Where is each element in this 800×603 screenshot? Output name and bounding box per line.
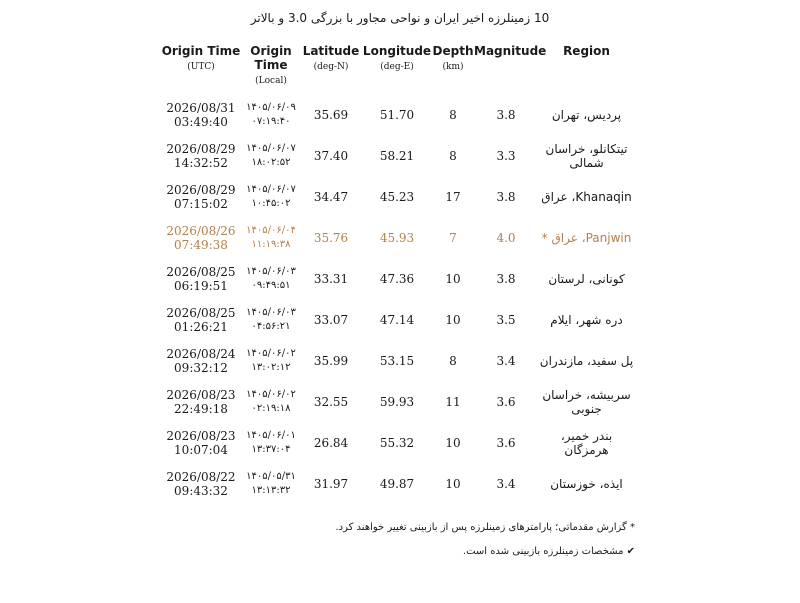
cell-latitude: 35.99 xyxy=(313,353,349,368)
cell-origin-time-utc xyxy=(160,463,242,504)
utc-time: 22:49:18 xyxy=(174,401,228,416)
utc-time: 03:49:40 xyxy=(174,114,228,129)
cell-origin-time-utc xyxy=(160,381,242,422)
cell-origin-time-utc xyxy=(160,176,242,217)
header-origin-time-utc: Origin Time (UTC) xyxy=(161,44,241,72)
cell-longitude: 47.36 xyxy=(379,271,415,286)
cell-magnitude: 3.6 xyxy=(496,394,516,409)
header-origin-time-local: Origin Time (Local) xyxy=(250,44,292,86)
cell-origin-time-local xyxy=(242,94,300,135)
cell-magnitude: 3.6 xyxy=(496,435,516,450)
header-longitude: Longitude (deg-E) xyxy=(362,44,432,72)
cell-depth: 11 xyxy=(445,394,461,409)
utc-time: 10:07:04 xyxy=(174,442,228,457)
utc-date: 2026/08/26 xyxy=(166,223,236,238)
cell-depth: 10 xyxy=(445,312,461,327)
cell-magnitude: 4.0 xyxy=(496,230,516,245)
cell-region: تیتکانلو، خراسان شمالی xyxy=(545,141,628,170)
cell-latitude: 34.47 xyxy=(313,189,349,204)
header-magnitude: Magnitude xyxy=(474,44,547,58)
table-row xyxy=(160,258,635,299)
local-date: ۱۴۰۵/۰۶/۰۲ xyxy=(246,388,296,400)
cell-latitude: 32.55 xyxy=(313,394,349,409)
cell-origin-time-local xyxy=(242,299,300,340)
cell-region: سربیشه، خراسان جنوبی xyxy=(542,387,631,416)
header-latitude: Latitude (deg-N) xyxy=(302,44,360,72)
utc-date: 2026/08/23 xyxy=(166,428,236,443)
table-row xyxy=(160,135,635,176)
cell-magnitude: 3.3 xyxy=(496,148,516,163)
cell-longitude: 49.87 xyxy=(379,476,415,491)
table-row xyxy=(160,217,635,258)
cell-region: پردیس، تهران xyxy=(551,107,622,122)
reviewed-note: ✔ مشخصات زمینلرزه بازبینی شده است. xyxy=(462,546,635,557)
cell-latitude: 33.31 xyxy=(313,271,349,286)
cell-origin-time-local xyxy=(242,176,300,217)
local-date: ۱۴۰۵/۰۶/۰۳ xyxy=(246,265,296,277)
cell-origin-time-local xyxy=(242,381,300,422)
header-depth: Depth (km) xyxy=(432,44,474,72)
utc-time: 14:32:52 xyxy=(174,155,228,170)
cell-origin-time-utc xyxy=(160,217,242,258)
table-row xyxy=(160,94,635,135)
cell-latitude: 37.40 xyxy=(313,148,349,163)
cell-latitude: 35.69 xyxy=(313,107,349,122)
local-time: ۰۴:۵۶:۲۱ xyxy=(251,320,291,332)
utc-time: 01:26:21 xyxy=(174,319,228,334)
table-row xyxy=(160,176,635,217)
utc-date: 2026/08/29 xyxy=(166,182,236,197)
cell-longitude: 45.23 xyxy=(379,189,415,204)
cell-origin-time-local xyxy=(242,135,300,176)
cell-region: Panjwin، عراق * xyxy=(541,230,632,245)
table-row xyxy=(160,422,635,463)
cell-origin-time-utc xyxy=(160,94,242,135)
cell-longitude: 55.32 xyxy=(379,435,415,450)
cell-region: ایذه، خوزستان xyxy=(550,476,623,491)
local-date: ۱۴۰۵/۰۶/۰۳ xyxy=(246,306,296,318)
local-date: ۱۴۰۵/۰۶/۰۹ xyxy=(246,101,296,113)
cell-magnitude: 3.8 xyxy=(496,107,516,122)
cell-longitude: 53.15 xyxy=(379,353,415,368)
cell-origin-time-local xyxy=(242,463,300,504)
earthquake-table xyxy=(160,44,635,504)
utc-time: 09:43:32 xyxy=(174,483,228,498)
cell-longitude: 51.70 xyxy=(379,107,415,122)
local-date: ۱۴۰۵/۰۵/۳۱ xyxy=(246,470,296,482)
cell-depth: 10 xyxy=(445,435,461,450)
cell-latitude: 26.84 xyxy=(313,435,349,450)
cell-depth: 8 xyxy=(449,107,457,122)
cell-origin-time-local xyxy=(242,217,300,258)
cell-longitude: 59.93 xyxy=(379,394,415,409)
cell-depth: 7 xyxy=(449,230,457,245)
preliminary-note: * گزارش مقدماتی؛ پارامترهای زمینلرزه پس از بازبینی تغییر خواهند کرد. xyxy=(335,522,635,533)
cell-origin-time-utc xyxy=(160,135,242,176)
local-time: ۱۸:۰۲:۵۲ xyxy=(251,156,291,168)
local-date: ۱۴۰۵/۰۶/۰۷ xyxy=(246,142,296,154)
local-date: ۱۴۰۵/۰۶/۰۱ xyxy=(246,429,296,441)
cell-origin-time-utc xyxy=(160,299,242,340)
utc-date: 2026/08/31 xyxy=(166,100,236,115)
cell-depth: 17 xyxy=(445,189,461,204)
cell-region: دره شهر، ایلام xyxy=(550,312,623,327)
cell-depth: 8 xyxy=(449,353,457,368)
table-header-row xyxy=(160,44,635,94)
table-row xyxy=(160,381,635,422)
cell-magnitude: 3.8 xyxy=(496,271,516,286)
utc-time: 07:49:38 xyxy=(174,237,228,252)
utc-date: 2026/08/29 xyxy=(166,141,236,156)
cell-origin-time-utc xyxy=(160,422,242,463)
local-time: ۱۳:۱۳:۳۲ xyxy=(251,484,291,496)
local-time: ۰۲:۱۹:۱۸ xyxy=(251,402,291,414)
cell-region: کونانی، لرستان xyxy=(548,271,625,286)
cell-latitude: 33.07 xyxy=(313,312,349,327)
utc-date: 2026/08/25 xyxy=(166,305,236,320)
cell-magnitude: 3.5 xyxy=(496,312,516,327)
cell-region: پل سفید، مازندران xyxy=(539,353,634,368)
cell-longitude: 47.14 xyxy=(379,312,415,327)
cell-magnitude: 3.8 xyxy=(496,189,516,204)
utc-date: 2026/08/25 xyxy=(166,264,236,279)
cell-origin-time-utc xyxy=(160,340,242,381)
cell-longitude: 58.21 xyxy=(379,148,415,163)
local-date: ۱۴۰۵/۰۶/۰۴ xyxy=(246,224,296,236)
cell-latitude: 35.76 xyxy=(313,230,349,245)
cell-depth: 10 xyxy=(445,271,461,286)
cell-magnitude: 3.4 xyxy=(496,476,516,491)
header-region: Region xyxy=(563,44,610,58)
cell-longitude: 45.93 xyxy=(379,230,415,245)
cell-origin-time-utc xyxy=(160,258,242,299)
utc-time: 09:32:12 xyxy=(174,360,228,375)
utc-date: 2026/08/22 xyxy=(166,469,236,484)
cell-origin-time-local xyxy=(242,340,300,381)
utc-time: 06:19:51 xyxy=(174,278,228,293)
cell-magnitude: 3.4 xyxy=(496,353,516,368)
local-time: ۰۹:۴۹:۵۱ xyxy=(251,279,291,291)
cell-region: Khanaqin، عراق xyxy=(541,189,632,204)
local-time: ۱۳:۰۲:۱۲ xyxy=(251,361,291,373)
local-date: ۱۴۰۵/۰۶/۰۷ xyxy=(246,183,296,195)
local-date: ۱۴۰۵/۰۶/۰۲ xyxy=(246,347,296,359)
cell-region: بندر خمیر، هرمزگان xyxy=(560,428,613,457)
page-title: 10 زمینلرزه اخیر ایران و نواحی مجاور با بزرگی 3.0 و بالاتر xyxy=(250,11,550,25)
utc-time: 07:15:02 xyxy=(174,196,228,211)
local-time: ۱۰:۴۵:۰۲ xyxy=(251,197,291,209)
cell-depth: 10 xyxy=(445,476,461,491)
local-time: ۰۷:۱۹:۴۰ xyxy=(251,115,291,127)
table-row xyxy=(160,299,635,340)
table-row xyxy=(160,340,635,381)
local-time: ۱۱:۱۹:۳۸ xyxy=(251,238,291,250)
table-row xyxy=(160,463,635,504)
utc-date: 2026/08/23 xyxy=(166,387,236,402)
cell-depth: 8 xyxy=(449,148,457,163)
cell-origin-time-local xyxy=(242,422,300,463)
cell-origin-time-local xyxy=(242,258,300,299)
utc-date: 2026/08/24 xyxy=(166,346,236,361)
local-time: ۱۳:۳۷:۰۴ xyxy=(251,443,291,455)
cell-latitude: 31.97 xyxy=(313,476,349,491)
